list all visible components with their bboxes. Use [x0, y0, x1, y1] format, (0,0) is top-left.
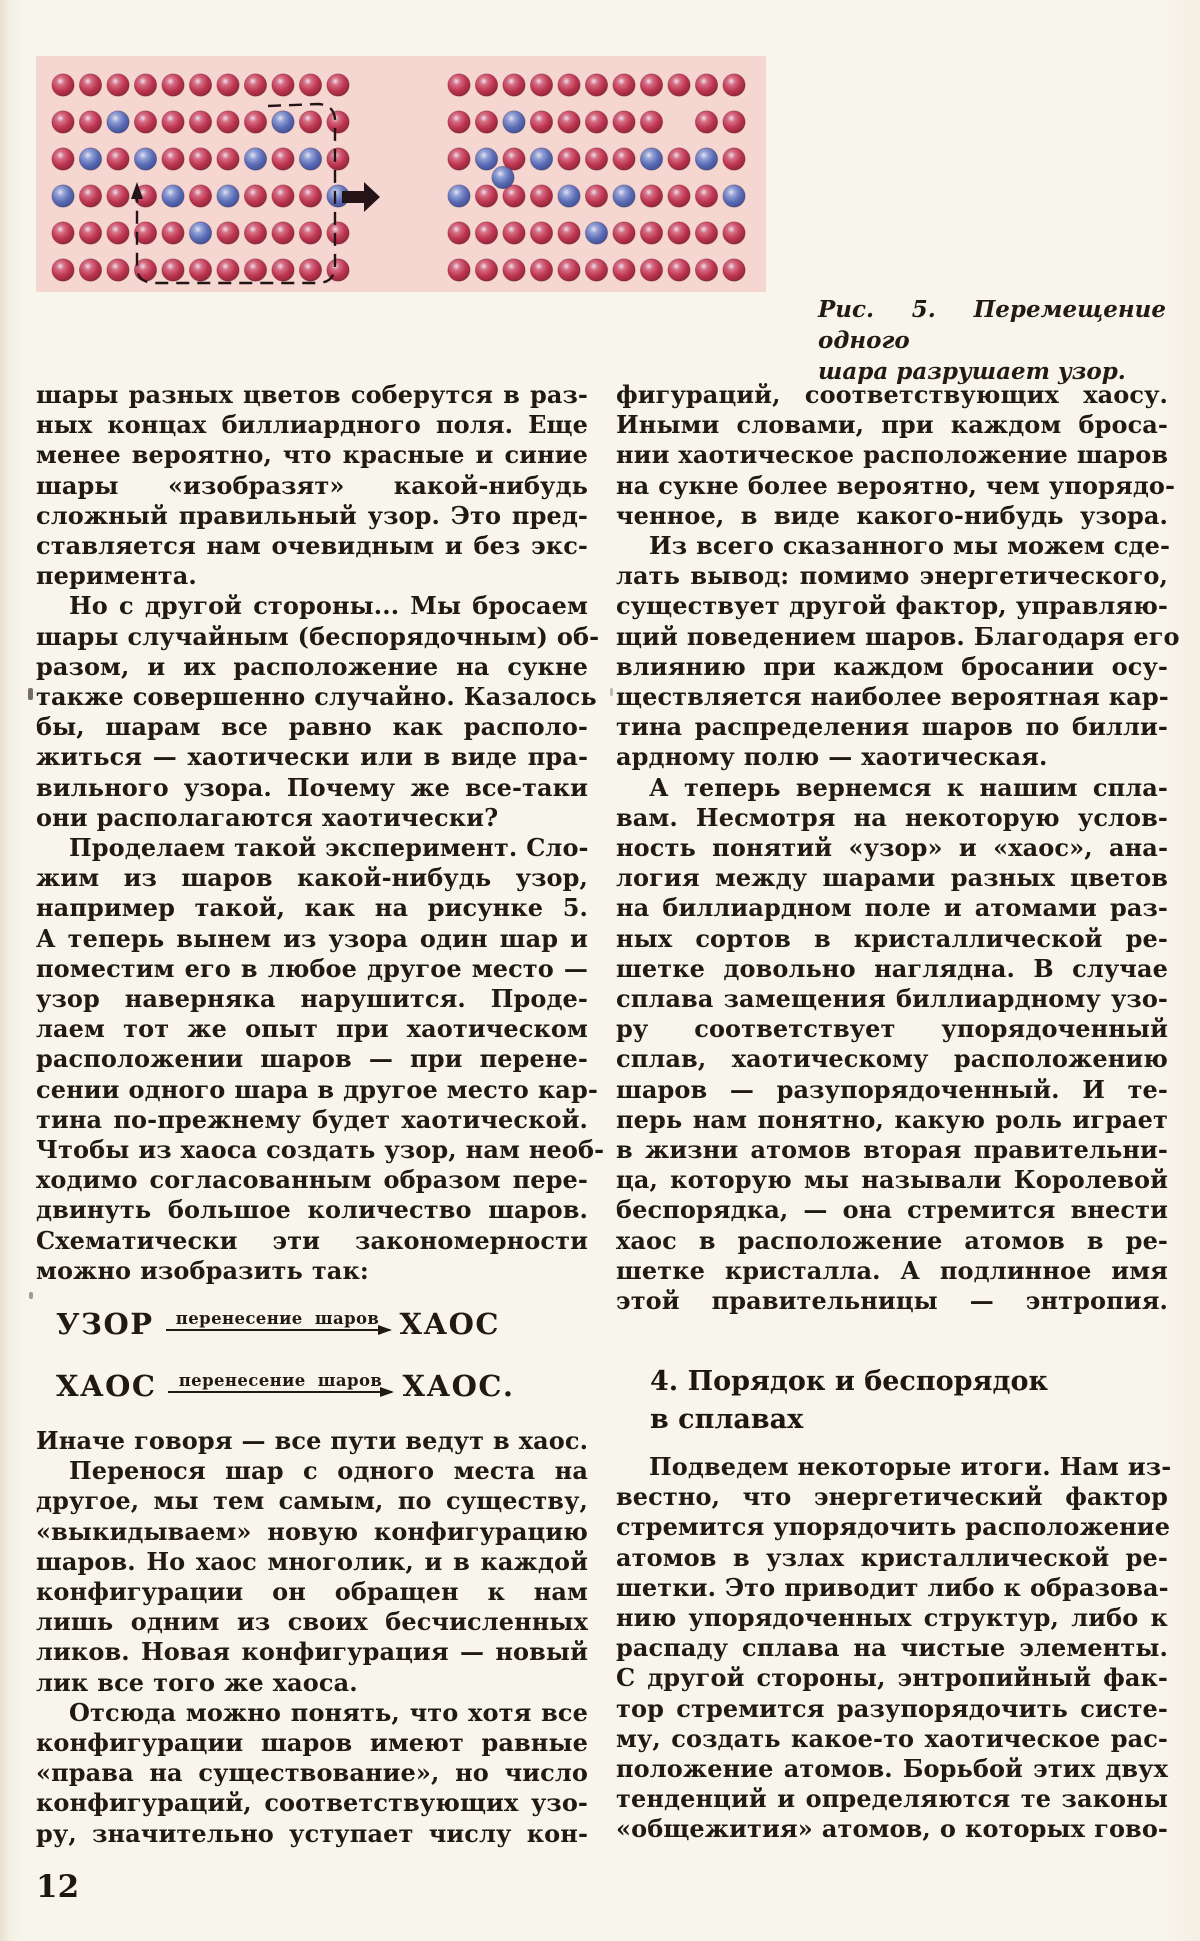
ball-red	[272, 222, 294, 244]
ball-blue	[217, 185, 239, 207]
text-line: положение атомов. Борьбой этих двух	[616, 1754, 1168, 1784]
text-column-right-upper	[616, 380, 1180, 1316]
text-line: разом, и их расположение на сукне	[36, 651, 588, 681]
ball-red	[244, 259, 266, 281]
text-line: ардному полю — хаотическая.	[616, 742, 1048, 772]
ball-red	[530, 222, 552, 244]
text-line: перимента.	[36, 561, 197, 591]
ball-red	[475, 111, 497, 133]
figure-caption-line: шара разрушает узор.	[818, 358, 1126, 385]
ball-red	[272, 74, 294, 96]
ball-red	[530, 74, 552, 96]
section-heading-line: 4. Порядок и беспорядок	[650, 1366, 1048, 1397]
ball-blue	[448, 185, 470, 207]
ball-red	[189, 259, 211, 281]
ball-blue	[503, 111, 525, 133]
text-line: ченное, в виде какого-нибудь узора.	[616, 500, 1168, 530]
text-column-left-upper	[36, 380, 605, 1286]
ball-red	[272, 185, 294, 207]
text-line: тина распределения шаров по билли-	[616, 712, 1168, 742]
text-line: сплав, хаотическому расположению	[616, 1044, 1168, 1074]
ball-red	[640, 111, 662, 133]
ball-red	[558, 74, 580, 96]
text-line: Чтобы из хаоса создать узор, нам необ-	[36, 1135, 605, 1165]
text-line: ных сортов в кристаллической ре-	[616, 923, 1168, 953]
ball-red	[585, 148, 607, 170]
ball-red	[217, 148, 239, 170]
ball-red	[299, 185, 321, 207]
text-line: распаду сплава на чистые элементы.	[616, 1633, 1168, 1663]
ball-blue	[107, 111, 129, 133]
text-line: существует другой фактор, управляю-	[616, 591, 1168, 621]
arrow-line-icon	[166, 1329, 390, 1331]
formula-row	[36, 1306, 588, 1342]
text-line: беспорядка, — она стремится внести	[616, 1195, 1168, 1225]
formula-term-from: ХАОС	[56, 1369, 157, 1403]
ball-red	[299, 259, 321, 281]
formula-term-from: УЗОР	[56, 1307, 154, 1341]
ball-blue	[475, 148, 497, 170]
ball-red	[162, 259, 184, 281]
ball-red	[530, 111, 552, 133]
ball-red	[530, 259, 552, 281]
ball-red	[327, 74, 349, 96]
ball-red	[244, 185, 266, 207]
section-heading	[650, 1363, 1110, 1439]
ball-red	[79, 185, 101, 207]
text-line: шары случайным (беспорядочным) об-	[36, 621, 600, 651]
ball-red	[668, 222, 690, 244]
text-line: сложный правильный узор. Это пред-	[36, 500, 588, 530]
ball-red	[640, 222, 662, 244]
ball-blue	[79, 148, 101, 170]
ball-red	[640, 74, 662, 96]
text-line: ставляется нам очевидным и без экс-	[36, 531, 588, 561]
text-line: нии хаотическое расположение шаров	[616, 440, 1169, 470]
ball-red	[244, 74, 266, 96]
text-line: в жизни атомов вторая правительни-	[616, 1135, 1168, 1165]
ball-red	[723, 148, 745, 170]
text-line: влиянию при каждом бросании осу-	[616, 651, 1168, 681]
formula-term-to: ХАОС.	[402, 1369, 515, 1403]
text-line: ных концах биллиардного поля. Еще	[36, 410, 588, 440]
text-line: му, создать какое-то хаотическое рас-	[616, 1723, 1168, 1753]
ball-red	[585, 111, 607, 133]
page-number: 12	[36, 1869, 80, 1905]
ball-red	[585, 185, 607, 207]
ball-red	[475, 222, 497, 244]
ball-red	[723, 111, 745, 133]
text-line: нию упорядоченных структур, либо к	[616, 1603, 1168, 1633]
text-line: менее вероятно, что красные и синие	[36, 440, 588, 470]
ball-red	[189, 111, 211, 133]
ball-blue	[558, 185, 580, 207]
figure-caption	[818, 294, 1166, 387]
text-line: Подведем некоторые итоги. Нам из-	[649, 1452, 1172, 1481]
ball-red	[299, 74, 321, 96]
displaced-ball	[492, 166, 514, 188]
ball-blue	[52, 185, 74, 207]
text-line: тор стремится разупорядочить систе-	[616, 1693, 1168, 1723]
ball-red	[723, 74, 745, 96]
ball-blue	[695, 148, 717, 170]
text-line: ществляется наиболее вероятная кар-	[616, 682, 1169, 712]
text-line: например такой, как на рисунке 5.	[36, 893, 588, 923]
ball-red	[448, 74, 470, 96]
formula-row	[36, 1368, 588, 1404]
ball-red	[558, 259, 580, 281]
ball-red	[585, 259, 607, 281]
text-line: на биллиардном поле и атомами раз-	[616, 893, 1168, 923]
ball-red	[107, 222, 129, 244]
ball-red	[189, 185, 211, 207]
text-line: бы, шарам все равно как располо-	[36, 712, 588, 742]
text-column-right-lower	[616, 1452, 1172, 1845]
ball-red	[189, 74, 211, 96]
ball-red	[79, 111, 101, 133]
text-line: узор наверняка нарушится. Проде-	[36, 984, 588, 1014]
ball-red	[530, 185, 552, 207]
text-line: тина по-прежнему будет хаотической.	[36, 1104, 588, 1134]
text-line: «выкидываем» новую конфигурацию	[36, 1516, 588, 1546]
ball-red	[613, 111, 635, 133]
text-line: жим из шаров какой-нибудь узор,	[36, 863, 588, 893]
ball-blue	[162, 185, 184, 207]
text-line: «права на существование», но число	[36, 1758, 588, 1788]
text-line: логия между шарами разных цветов	[616, 863, 1168, 893]
ball-red	[244, 222, 266, 244]
ball-red	[107, 185, 129, 207]
ball-red	[162, 148, 184, 170]
ball-red	[448, 222, 470, 244]
ball-red	[107, 148, 129, 170]
text-line: Перенося шар с одного места на	[69, 1456, 588, 1486]
ball-red	[299, 111, 321, 133]
formula-term-to: ХАОС	[399, 1307, 500, 1341]
ball-red	[448, 148, 470, 170]
text-line: шары «изобразят» какой-нибудь	[36, 470, 588, 500]
ball-red	[107, 259, 129, 281]
text-line: шары разных цветов соберутся в раз-	[36, 380, 588, 409]
ball-red	[79, 74, 101, 96]
ball-blue	[299, 148, 321, 170]
ball-red	[79, 222, 101, 244]
ball-blue	[244, 148, 266, 170]
text-line: можно изобразить так:	[36, 1255, 369, 1285]
text-line: стремится упорядочить расположение	[616, 1512, 1171, 1542]
text-line: Но с другой стороны... Мы бросаем	[69, 591, 588, 621]
text-line: тенденций и определяются те законы	[616, 1784, 1168, 1814]
ball-blue	[530, 148, 552, 170]
ball-red	[162, 74, 184, 96]
ball-red	[217, 111, 239, 133]
figure-illustration	[36, 56, 766, 292]
text-line: хаос в расположение атомов в ре-	[616, 1225, 1168, 1255]
text-line: вам. Несмотря на некоторую услов-	[616, 802, 1168, 832]
text-line: сении одного шара в другое место кар-	[36, 1074, 598, 1104]
ball-red	[723, 222, 745, 244]
arrow-line-icon	[168, 1391, 392, 1393]
ball-red	[695, 259, 717, 281]
text-line: поместим его в любое другое место —	[36, 953, 588, 983]
text-line: атомов в узлах кристаллической ре-	[616, 1542, 1168, 1572]
ball-red	[668, 185, 690, 207]
ball-red	[217, 222, 239, 244]
ball-red	[217, 74, 239, 96]
text-line: вильного узора. Почему же все-таки	[36, 772, 588, 802]
ball-blue	[613, 185, 635, 207]
text-line: другое, мы тем самым, по существу,	[36, 1486, 588, 1516]
section-heading-line: в сплавах	[650, 1404, 804, 1435]
ball-red	[52, 148, 74, 170]
ball-red	[503, 259, 525, 281]
text-line: А теперь вернемся к нашим спла-	[649, 772, 1168, 802]
text-line: шаров. Но хаос многолик, и в каждой	[36, 1546, 588, 1576]
text-line: перь нам понятно, какую роль играет	[616, 1104, 1168, 1134]
text-line: Отсюда можно понять, что хотя все	[69, 1697, 588, 1727]
ball-red	[558, 222, 580, 244]
ball-red	[695, 185, 717, 207]
scan-artifact	[610, 688, 613, 696]
text-line: житься — хаотически или в виде пра-	[36, 742, 588, 772]
ball-red	[475, 259, 497, 281]
ball-red	[52, 259, 74, 281]
ball-red	[503, 222, 525, 244]
ball-blue	[723, 185, 745, 207]
text-line: лаем тот же опыт при хаотическом	[36, 1014, 588, 1044]
figure-caption-line: Рис. 5. Перемещение одного	[818, 296, 1166, 354]
ball-red	[475, 74, 497, 96]
text-line: лать вывод: помимо энергетического,	[616, 561, 1168, 591]
text-line: С другой стороны, энтропийный фак-	[616, 1663, 1168, 1693]
formula-arrow	[168, 1371, 392, 1393]
ball-red	[52, 111, 74, 133]
text-line: конфигурации он обращен к нам	[36, 1577, 588, 1607]
ball-red	[668, 74, 690, 96]
ball-red	[107, 74, 129, 96]
text-line: лик все того же хаоса.	[36, 1667, 358, 1697]
text-line: ца, которую мы называли Королевой	[616, 1165, 1168, 1195]
text-line: А теперь вынем из узора один шар и	[36, 923, 588, 953]
ball-red	[52, 222, 74, 244]
ball-red	[134, 74, 156, 96]
scan-artifact	[29, 1292, 33, 1299]
text-line: Иными словами, при каждом броса-	[616, 410, 1168, 440]
text-line: расположении шаров — при перене-	[36, 1044, 588, 1074]
text-line: Проделаем такой эксперимент. Сло-	[69, 833, 589, 863]
text-line: «общежития» атомов, о которых гово-	[616, 1814, 1168, 1844]
ball-red	[613, 259, 635, 281]
ball-red	[448, 259, 470, 281]
text-line: Иначе говоря — все пути ведут в хаос.	[36, 1426, 589, 1455]
ball-red	[79, 259, 101, 281]
scan-artifact	[28, 688, 33, 700]
ball-blue	[585, 222, 607, 244]
text-line: вестно, что энергетический фактор	[616, 1482, 1168, 1512]
ball-red	[327, 148, 349, 170]
text-line: ность понятий «узор» и «хаос», ана-	[616, 833, 1168, 863]
text-line: лишь одним из своих бесчисленных	[36, 1607, 588, 1637]
ball-red	[613, 148, 635, 170]
text-line: этой правительницы — энтропия.	[616, 1286, 1168, 1316]
ball-red	[640, 185, 662, 207]
ball-blue	[640, 148, 662, 170]
ball-red	[640, 259, 662, 281]
formula-block	[36, 1306, 588, 1430]
ball-red	[272, 259, 294, 281]
ball-red	[162, 222, 184, 244]
ball-red	[189, 148, 211, 170]
ball-red	[327, 111, 349, 133]
ball-red	[695, 74, 717, 96]
text-line: ру соответствует упорядоченный	[616, 1014, 1168, 1044]
ball-red	[723, 259, 745, 281]
text-line: Схематически эти закономерности	[36, 1225, 588, 1255]
ball-red	[668, 148, 690, 170]
balls-figure-svg	[36, 56, 766, 292]
text-line: ру, значительно уступает числу кон-	[36, 1818, 588, 1848]
text-column-left-lower	[36, 1426, 588, 1849]
text-line: двинуть большое количество шаров.	[36, 1195, 588, 1225]
text-line: шетке довольно наглядна. В случае	[616, 953, 1168, 983]
text-line: конфигураций, соответствующих узо-	[36, 1788, 588, 1818]
ball-red	[668, 259, 690, 281]
ball-red	[585, 74, 607, 96]
ball-red	[327, 222, 349, 244]
text-line: на сукне более вероятно, чем упорядо-	[616, 470, 1176, 500]
ball-red	[448, 111, 470, 133]
ball-red	[134, 111, 156, 133]
ball-red	[52, 74, 74, 96]
ball-red	[558, 111, 580, 133]
ball-red	[244, 111, 266, 133]
formula-arrow	[166, 1309, 390, 1331]
text-line: шетке кристалла. А подлинное имя	[616, 1255, 1168, 1285]
formula-arrow-label: перенесение шаров	[178, 1371, 383, 1390]
ball-red	[695, 222, 717, 244]
text-line: также совершенно случайно. Казалось	[36, 682, 597, 712]
text-line: Из всего сказанного мы можем сде-	[649, 531, 1171, 561]
ball-blue	[189, 222, 211, 244]
text-line: конфигурации шаров имеют равные	[36, 1728, 588, 1758]
ball-red	[272, 148, 294, 170]
text-line: ходимо согласованным образом пере-	[36, 1165, 588, 1195]
text-line: сплава замещения биллиардному узо-	[616, 984, 1168, 1014]
ball-red	[613, 222, 635, 244]
ball-blue	[134, 148, 156, 170]
ball-red	[217, 259, 239, 281]
ball-red	[695, 111, 717, 133]
ball-red	[503, 74, 525, 96]
text-line: ликов. Новая конфигурация — новый	[36, 1637, 588, 1667]
text-line: фигураций, соответствующих хаосу.	[616, 380, 1168, 409]
ball-blue	[492, 166, 514, 188]
text-line: шаров — разупорядоченный. И те-	[616, 1074, 1168, 1104]
ball-red	[162, 111, 184, 133]
text-line: шетки. Это приводит либо к образова-	[616, 1572, 1169, 1602]
text-line: они располагаются хаотически?	[36, 802, 499, 832]
ball-red	[299, 222, 321, 244]
ball-red	[613, 74, 635, 96]
text-line: щий поведением шаров. Благодаря его	[616, 621, 1180, 651]
ball-red	[475, 185, 497, 207]
ball-red	[558, 148, 580, 170]
ball-blue	[272, 111, 294, 133]
formula-arrow-label: перенесение шаров	[175, 1309, 380, 1328]
